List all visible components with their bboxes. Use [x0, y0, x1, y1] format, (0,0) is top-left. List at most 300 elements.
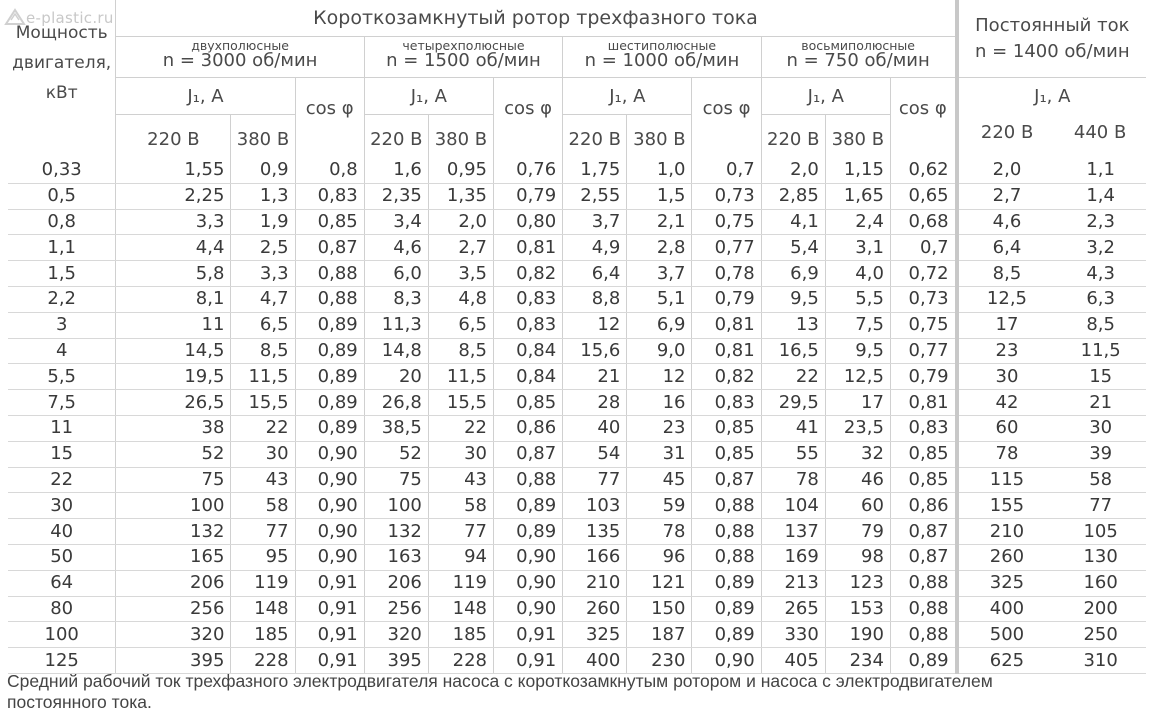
voltage-220-header: 220 В — [116, 115, 231, 153]
table-row — [8, 261, 1146, 287]
voltage-220-header: 220 В — [980, 121, 1034, 143]
cos-cell: 0,81 — [494, 235, 563, 261]
current-380-cell: 153 — [825, 596, 890, 622]
current-380-cell: 12,5 — [825, 364, 890, 390]
dc-current-440-cell: 310 — [1055, 648, 1146, 674]
current-220-cell: 5,8 — [116, 261, 231, 287]
dc-current-220-cell: 260 — [957, 544, 1056, 570]
dc-current-440-cell: 200 — [1055, 596, 1146, 622]
dc-current-440-cell: 130 — [1055, 544, 1146, 570]
current-380-cell: 60 — [825, 493, 890, 519]
current-380-cell: 59 — [627, 493, 692, 519]
current-380-cell: 119 — [428, 570, 493, 596]
cos-header: cos φ — [295, 78, 364, 153]
power-cell: 1,5 — [8, 261, 116, 287]
cos-cell: 0,89 — [692, 596, 761, 622]
table-row — [8, 183, 1146, 209]
current-220-cell: 100 — [116, 493, 231, 519]
cos-cell: 0,89 — [494, 519, 563, 545]
current-380-cell: 0,9 — [231, 158, 295, 183]
power-cell: 80 — [8, 596, 116, 622]
current-380-cell: 148 — [428, 596, 493, 622]
current-380-cell: 1,5 — [627, 183, 692, 209]
dc-title: Постоянный ток — [975, 15, 1130, 37]
cos-cell: 0,90 — [295, 441, 364, 467]
current-380-cell: 2,5 — [231, 235, 295, 261]
dc-speed: n = 1400 об/мин — [974, 40, 1130, 62]
cos-cell: 0,83 — [494, 312, 563, 338]
current-header: J₁, A — [563, 78, 692, 115]
cos-cell: 0,72 — [890, 261, 956, 287]
cos-cell: 0,91 — [494, 622, 563, 648]
table-row — [8, 312, 1146, 338]
current-380-cell: 45 — [627, 467, 692, 493]
current-380-cell: 9,5 — [825, 338, 890, 364]
current-220-cell: 104 — [761, 493, 825, 519]
cos-cell: 0,76 — [494, 158, 563, 183]
current-380-cell: 1,3 — [231, 183, 295, 209]
cos-cell: 0,87 — [494, 441, 563, 467]
cos-cell: 0,7 — [692, 158, 761, 183]
power-cell: 1,1 — [8, 235, 116, 261]
table-row — [8, 570, 1146, 596]
dc-current-220-cell: 60 — [957, 415, 1056, 441]
cos-cell: 0,79 — [494, 183, 563, 209]
cos-cell: 0,81 — [890, 390, 956, 416]
current-380-cell: 58 — [428, 493, 493, 519]
power-cell: 4 — [8, 338, 116, 364]
dc-current-440-cell: 1,1 — [1055, 158, 1146, 183]
current-220-cell: 8,3 — [364, 286, 428, 312]
dc-current-220-cell: 155 — [957, 493, 1056, 519]
current-380-cell: 23 — [627, 415, 692, 441]
power-header: Мощность двигателя, кВт — [12, 23, 112, 103]
current-220-cell: 256 — [364, 596, 428, 622]
dc-current-220-cell: 30 — [957, 364, 1056, 390]
current-380-cell: 4,8 — [428, 286, 493, 312]
cos-cell: 0,68 — [890, 209, 956, 235]
cos-cell: 0,88 — [295, 261, 364, 287]
voltage-380-header: 380 В — [428, 115, 493, 153]
current-380-cell: 79 — [825, 519, 890, 545]
current-380-cell: 98 — [825, 544, 890, 570]
current-380-cell: 6,9 — [627, 312, 692, 338]
group-header-2pole — [116, 37, 364, 78]
dc-current-440-cell: 77 — [1055, 493, 1146, 519]
current-380-cell: 15,5 — [231, 390, 295, 416]
cos-cell: 0,91 — [295, 596, 364, 622]
current-380-cell: 2,0 — [428, 209, 493, 235]
dc-current-label: J₁, A — [1034, 85, 1071, 107]
current-220-cell: 52 — [116, 441, 231, 467]
current-220-cell: 2,85 — [761, 183, 825, 209]
cos-cell: 0,90 — [494, 596, 563, 622]
cos-cell: 0,89 — [692, 622, 761, 648]
cos-cell: 0,85 — [295, 209, 364, 235]
cos-cell: 0,83 — [295, 183, 364, 209]
table-row — [8, 544, 1146, 570]
current-220-cell: 256 — [116, 596, 231, 622]
current-380-cell: 58 — [231, 493, 295, 519]
voltage-380-header: 380 В — [231, 115, 295, 153]
table-row — [8, 390, 1146, 416]
group-speed: n = 750 об/мин — [786, 50, 930, 72]
current-380-cell: 30 — [428, 441, 493, 467]
cos-cell: 0,83 — [890, 415, 956, 441]
dc-current-220-cell: 2,7 — [957, 183, 1056, 209]
cos-cell: 0,89 — [295, 338, 364, 364]
current-380-cell: 11,5 — [231, 364, 295, 390]
cos-cell: 0,81 — [692, 312, 761, 338]
table-caption: Средний рабочий ток трехфазного электродвигателя насоса с короткозамкнутым ротором и насоса с электродвигателем постоянного тока. — [7, 671, 993, 712]
dc-current-220-cell: 8,5 — [957, 261, 1056, 287]
voltage-220-header: 220 В — [563, 115, 627, 153]
table-row — [8, 493, 1146, 519]
current-380-cell: 5,1 — [627, 286, 692, 312]
cos-cell: 0,90 — [692, 648, 761, 674]
current-380-cell: 150 — [627, 596, 692, 622]
current-220-cell: 395 — [116, 648, 231, 674]
cos-cell: 0,86 — [494, 415, 563, 441]
cos-cell: 0,73 — [692, 183, 761, 209]
current-220-cell: 14,5 — [116, 338, 231, 364]
current-380-cell: 43 — [428, 467, 493, 493]
dc-current-220-cell: 115 — [957, 467, 1056, 493]
voltage-380-header: 380 В — [627, 115, 692, 153]
cos-cell: 0,85 — [692, 441, 761, 467]
current-380-cell: 3,7 — [627, 261, 692, 287]
current-380-cell: 8,5 — [428, 338, 493, 364]
current-220-cell: 135 — [563, 519, 627, 545]
current-220-cell: 14,8 — [364, 338, 428, 364]
dc-current-220-cell: 23 — [957, 338, 1056, 364]
current-380-cell: 0,95 — [428, 158, 493, 183]
group-speed: n = 3000 об/мин — [162, 50, 318, 72]
dc-current-440-cell: 105 — [1055, 519, 1146, 545]
table-row — [8, 596, 1146, 622]
current-380-cell: 1,35 — [428, 183, 493, 209]
dc-current-220-cell: 6,4 — [957, 235, 1056, 261]
current-220-cell: 206 — [116, 570, 231, 596]
current-380-cell: 77 — [231, 519, 295, 545]
cos-cell: 0,87 — [295, 235, 364, 261]
power-cell: 11 — [8, 415, 116, 441]
power-cell: 100 — [8, 622, 116, 648]
cos-cell: 0,78 — [692, 261, 761, 287]
current-220-cell: 3,4 — [364, 209, 428, 235]
current-220-cell: 405 — [761, 648, 825, 674]
power-cell: 50 — [8, 544, 116, 570]
cos-cell: 0,85 — [890, 467, 956, 493]
table-row — [8, 364, 1146, 390]
cos-cell: 0,79 — [692, 286, 761, 312]
current-380-cell: 11,5 — [428, 364, 493, 390]
current-220-cell: 132 — [364, 519, 428, 545]
current-220-cell: 330 — [761, 622, 825, 648]
current-220-cell: 4,4 — [116, 235, 231, 261]
current-380-cell: 4,7 — [231, 286, 295, 312]
cos-cell: 0,81 — [692, 338, 761, 364]
group-name: шестиполюсные — [607, 38, 717, 53]
cos-cell: 0,83 — [494, 286, 563, 312]
table-header — [8, 0, 1146, 158]
current-380-cell: 187 — [627, 622, 692, 648]
current-380-cell: 1,9 — [231, 209, 295, 235]
current-380-cell: 16 — [627, 390, 692, 416]
cos-cell: 0,88 — [295, 286, 364, 312]
cos-cell: 0,88 — [692, 519, 761, 545]
cos-cell: 0,90 — [494, 570, 563, 596]
group-speed: n = 1500 об/мин — [386, 50, 541, 72]
current-220-cell: 12 — [563, 312, 627, 338]
cos-cell: 0,85 — [692, 415, 761, 441]
current-380-cell: 6,5 — [231, 312, 295, 338]
cos-cell: 0,89 — [494, 493, 563, 519]
current-220-cell: 165 — [116, 544, 231, 570]
current-380-cell: 46 — [825, 467, 890, 493]
group-name: восьмиполюсные — [801, 38, 915, 53]
current-380-cell: 95 — [231, 544, 295, 570]
group-name: четырехполюсные — [402, 38, 525, 53]
current-220-cell: 21 — [563, 364, 627, 390]
plastic-logo-icon — [4, 8, 26, 26]
current-220-cell: 4,9 — [563, 235, 627, 261]
cos-cell: 0,77 — [692, 235, 761, 261]
power-cell: 0,8 — [8, 209, 116, 235]
current-380-cell: 9,0 — [627, 338, 692, 364]
current-220-cell: 40 — [563, 415, 627, 441]
group-header-4pole — [364, 37, 562, 78]
cos-cell: 0,90 — [295, 544, 364, 570]
cos-cell: 0,82 — [692, 364, 761, 390]
current-380-cell: 5,5 — [825, 286, 890, 312]
cos-cell: 0,80 — [494, 209, 563, 235]
current-380-cell: 123 — [825, 570, 890, 596]
cos-cell: 0,73 — [890, 286, 956, 312]
current-380-cell: 94 — [428, 544, 493, 570]
current-380-cell: 6,5 — [428, 312, 493, 338]
current-220-cell: 77 — [563, 467, 627, 493]
current-220-cell: 103 — [563, 493, 627, 519]
cos-cell: 0,91 — [295, 648, 364, 674]
voltage-220-header: 220 В — [761, 115, 825, 153]
table-row — [8, 235, 1146, 261]
current-220-cell: 100 — [364, 493, 428, 519]
dc-current-440-cell: 1,4 — [1055, 183, 1146, 209]
current-380-cell: 23,5 — [825, 415, 890, 441]
current-220-cell: 320 — [364, 622, 428, 648]
current-380-cell: 15,5 — [428, 390, 493, 416]
dc-current-220-cell: 17 — [957, 312, 1056, 338]
current-220-cell: 20 — [364, 364, 428, 390]
cos-cell: 0,82 — [494, 261, 563, 287]
current-220-cell: 3,7 — [563, 209, 627, 235]
current-220-cell: 2,0 — [761, 158, 825, 183]
current-380-cell: 17 — [825, 390, 890, 416]
cos-cell: 0,75 — [890, 312, 956, 338]
current-380-cell: 228 — [231, 648, 295, 674]
current-380-cell: 3,5 — [428, 261, 493, 287]
current-380-cell: 31 — [627, 441, 692, 467]
current-220-cell: 2,35 — [364, 183, 428, 209]
current-header: J₁, A — [116, 78, 295, 115]
cos-cell: 0,84 — [494, 338, 563, 364]
current-380-cell: 43 — [231, 467, 295, 493]
dc-current-440-cell: 39 — [1055, 441, 1146, 467]
power-cell: 7,5 — [8, 390, 116, 416]
cos-cell: 0,79 — [890, 364, 956, 390]
cos-cell: 0,88 — [692, 493, 761, 519]
cos-cell: 0,89 — [295, 390, 364, 416]
current-380-cell: 32 — [825, 441, 890, 467]
cos-cell: 0,83 — [692, 390, 761, 416]
current-220-cell: 4,1 — [761, 209, 825, 235]
current-380-cell: 4,0 — [825, 261, 890, 287]
current-220-cell: 206 — [364, 570, 428, 596]
current-220-cell: 4,6 — [364, 235, 428, 261]
power-cell: 2,2 — [8, 286, 116, 312]
dc-current-220-cell: 42 — [957, 390, 1056, 416]
cos-cell: 0,65 — [890, 183, 956, 209]
dc-current-440-cell: 30 — [1055, 415, 1146, 441]
current-220-cell: 16,5 — [761, 338, 825, 364]
dc-current-220-cell: 210 — [957, 519, 1056, 545]
current-220-cell: 6,4 — [563, 261, 627, 287]
cos-cell: 0,7 — [890, 235, 956, 261]
cos-cell: 0,89 — [295, 312, 364, 338]
dc-current-220-cell: 500 — [957, 622, 1056, 648]
cos-cell: 0,85 — [890, 441, 956, 467]
current-220-cell: 26,8 — [364, 390, 428, 416]
voltage-440-header: 440 В — [1073, 121, 1127, 143]
dc-current-220-cell: 4,6 — [957, 209, 1056, 235]
current-380-cell: 1,65 — [825, 183, 890, 209]
power-cell: 3 — [8, 312, 116, 338]
power-cell: 0,33 — [8, 158, 116, 183]
current-220-cell: 11,3 — [364, 312, 428, 338]
motor-current-table — [8, 0, 1146, 674]
cos-cell: 0,88 — [890, 596, 956, 622]
dc-current-440-cell: 15 — [1055, 364, 1146, 390]
cos-header: cos φ — [890, 78, 956, 153]
current-220-cell: 78 — [761, 467, 825, 493]
current-220-cell: 75 — [364, 467, 428, 493]
cos-cell: 0,85 — [494, 390, 563, 416]
current-220-cell: 8,1 — [116, 286, 231, 312]
current-220-cell: 395 — [364, 648, 428, 674]
cos-cell: 0,90 — [494, 544, 563, 570]
cos-cell: 0,88 — [890, 570, 956, 596]
power-cell: 22 — [8, 467, 116, 493]
dc-current-220-cell: 325 — [957, 570, 1056, 596]
table-row — [8, 415, 1146, 441]
current-220-cell: 15,6 — [563, 338, 627, 364]
current-220-cell: 28 — [563, 390, 627, 416]
cos-cell: 0,77 — [890, 338, 956, 364]
table-row — [8, 467, 1146, 493]
voltage-220-header: 220 В — [364, 115, 428, 153]
table-row — [8, 441, 1146, 467]
current-220-cell: 265 — [761, 596, 825, 622]
cos-cell: 0,62 — [890, 158, 956, 183]
dc-current-220-cell: 2,0 — [957, 158, 1056, 183]
dc-current-440-cell: 58 — [1055, 467, 1146, 493]
current-220-cell: 26,5 — [116, 390, 231, 416]
current-220-cell: 1,75 — [563, 158, 627, 183]
current-220-cell: 320 — [116, 622, 231, 648]
current-220-cell: 55 — [761, 441, 825, 467]
current-380-cell: 2,7 — [428, 235, 493, 261]
cos-cell: 0,87 — [692, 467, 761, 493]
dc-current-440-cell: 21 — [1055, 390, 1146, 416]
cos-cell: 0,91 — [494, 648, 563, 674]
current-220-cell: 210 — [563, 570, 627, 596]
dc-current-220-cell: 625 — [957, 648, 1056, 674]
current-220-cell: 6,0 — [364, 261, 428, 287]
cos-cell: 0,75 — [692, 209, 761, 235]
current-220-cell: 163 — [364, 544, 428, 570]
current-220-cell: 5,4 — [761, 235, 825, 261]
cos-cell: 0,8 — [295, 158, 364, 183]
current-220-cell: 137 — [761, 519, 825, 545]
current-220-cell: 169 — [761, 544, 825, 570]
current-220-cell: 1,6 — [364, 158, 428, 183]
dc-current-440-cell: 160 — [1055, 570, 1146, 596]
current-380-cell: 78 — [627, 519, 692, 545]
current-380-cell: 1,0 — [627, 158, 692, 183]
voltage-380-header: 380 В — [825, 115, 890, 153]
current-220-cell: 19,5 — [116, 364, 231, 390]
ac-title-header: Короткозамкнутый ротор трехфазного тока — [116, 0, 957, 37]
current-380-cell: 148 — [231, 596, 295, 622]
current-380-cell: 185 — [231, 622, 295, 648]
current-220-cell: 75 — [116, 467, 231, 493]
current-220-cell: 213 — [761, 570, 825, 596]
cos-cell: 0,88 — [692, 544, 761, 570]
dc-current-440-cell: 11,5 — [1055, 338, 1146, 364]
group-name: двухполюсные — [191, 38, 289, 53]
group-header-6pole — [563, 37, 761, 78]
current-380-cell: 7,5 — [825, 312, 890, 338]
group-speed: n = 1000 об/мин — [584, 50, 740, 72]
current-220-cell: 29,5 — [761, 390, 825, 416]
current-header: J₁, A — [761, 78, 890, 115]
cos-header: cos φ — [494, 78, 563, 153]
cos-cell: 0,88 — [890, 622, 956, 648]
current-220-cell: 52 — [364, 441, 428, 467]
current-220-cell: 166 — [563, 544, 627, 570]
current-220-cell: 400 — [563, 648, 627, 674]
cos-cell: 0,88 — [494, 467, 563, 493]
current-380-cell: 119 — [231, 570, 295, 596]
cos-cell: 0,89 — [295, 364, 364, 390]
current-220-cell: 22 — [761, 364, 825, 390]
dc-current-440-cell: 250 — [1055, 622, 1146, 648]
cos-cell: 0,90 — [295, 519, 364, 545]
watermark-text: e-plastic.ru — [26, 9, 114, 27]
cos-cell: 0,86 — [890, 493, 956, 519]
current-220-cell: 2,25 — [116, 183, 231, 209]
table-row — [8, 158, 1146, 183]
current-220-cell: 38 — [116, 415, 231, 441]
current-380-cell: 121 — [627, 570, 692, 596]
cos-header: cos φ — [692, 78, 761, 153]
table-row — [8, 209, 1146, 235]
table-row — [8, 648, 1146, 674]
current-380-cell: 2,1 — [627, 209, 692, 235]
current-220-cell: 325 — [563, 622, 627, 648]
table-row — [8, 622, 1146, 648]
